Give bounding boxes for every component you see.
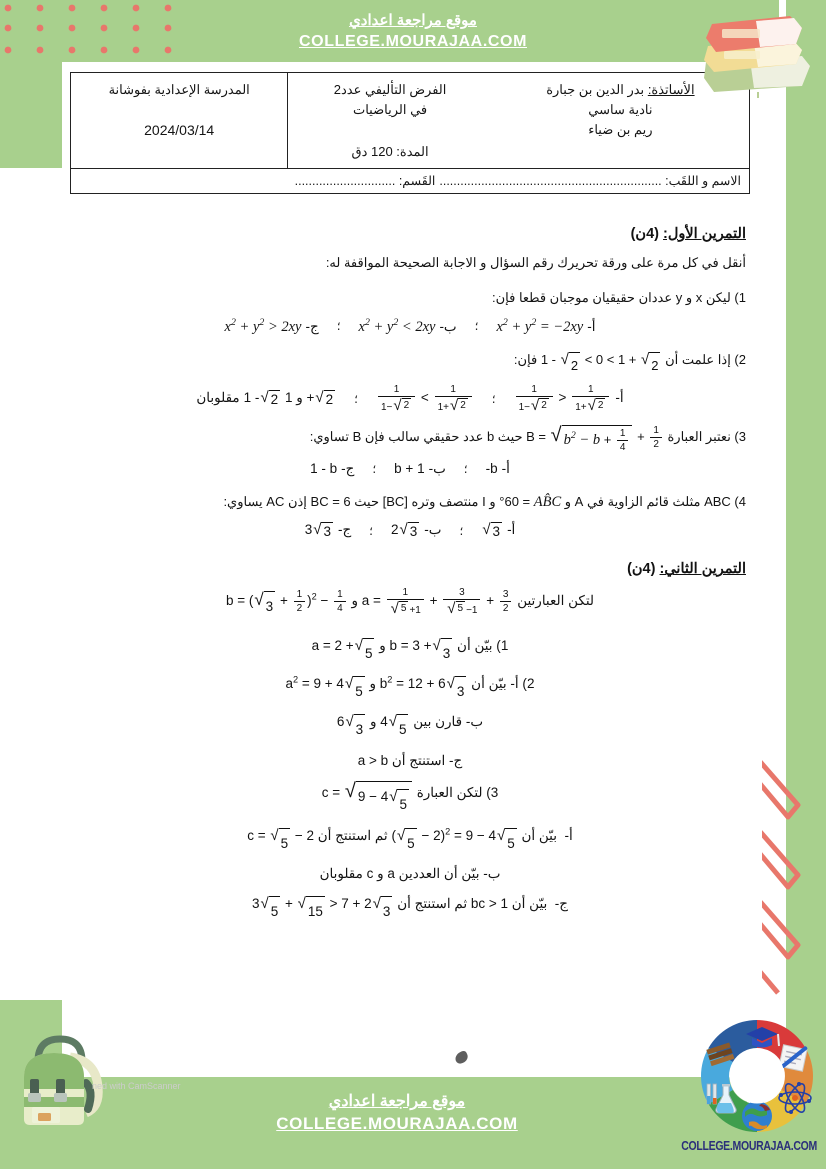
q2-condition: 1 - √ 2 < 0 < 1 + √ 2 <box>541 348 662 379</box>
header-cell-exam-title <box>287 73 491 168</box>
choice-c[interactable]: ج- 1 - b <box>310 460 355 476</box>
choice-a[interactable]: أ- √ 3 <box>482 521 516 540</box>
exercise-1-question-4: 4) ABC مثلث قائم الزاوية في A و AB̂C = 60° و I منتصف وتره [BC] حيث BC = 6 إذن AC يساوي: <box>223 493 746 510</box>
exam-content <box>70 210 750 927</box>
decor-dot-grid-icon <box>0 0 200 62</box>
choice-b[interactable]: ب- $x^2 + y^2 < 2xy$ <box>358 316 457 335</box>
exercise-2-title <box>70 561 746 577</box>
teacher-name-2: نادية ساسي <box>588 102 653 118</box>
choice-a[interactable]: أ- $x^2 + y^2 = -2xy$ <box>496 316 596 335</box>
exercise-2-intro: لتكن العبارتين a = 1 √ 5 +1 + 3 √ 5 −1 + $\frac{3}{2}$ و b = ( √ 3 + $\frac{1}{2}$ )$^2$ − $\frac{1}{4}$ <box>70 587 750 621</box>
exercise-1-question-4-choices <box>70 522 750 539</box>
choice-separator: ؛ <box>369 523 373 538</box>
exercise-2-question-2c: ج- استنتج أن a > b <box>357 752 463 768</box>
exam-paper-sheet <box>62 62 762 1102</box>
choice-c-tag: ج- <box>305 318 319 334</box>
exercise-1-question-3: 3) نعتبر العبارة B = √ $b^2 - b$ + $\frac{1}{4}$ + $\frac{1}{2}$ حيث b عدد حقيقي سالب فإن B تساوي: <box>309 424 746 453</box>
exercise-1-points: (4ن) <box>630 226 659 242</box>
student-class-field-label[interactable]: القَسم: ............................. <box>294 174 436 189</box>
exam-date: 2024/03/14 <box>144 122 215 139</box>
backpack-icon <box>8 1021 118 1133</box>
education-wheel-logo-icon <box>696 1015 818 1137</box>
choice-b[interactable]: ب- b + 1 <box>394 460 446 476</box>
choice-separator: ؛ <box>354 391 358 406</box>
exercise-1-instruction: أنقل في كل مرة على ورقة تحريرك رقم السؤال و الاجابة الصحيحة المواقفة له: <box>325 255 746 270</box>
choice-a-tag: أ- <box>587 318 596 334</box>
teacher-name-1: بدر الدين بن جبارة <box>546 82 645 97</box>
teacher-name-3: ريم بن ضياء <box>588 122 653 138</box>
choice-b[interactable]: ب- 2 √ 3 <box>391 521 442 540</box>
student-identity-row <box>71 168 749 193</box>
student-name-field-label[interactable]: الاسم و اللقَب: ................................................................ <box>439 174 741 189</box>
exam-header-table-row <box>71 73 749 168</box>
choice-separator: ؛ <box>463 461 468 476</box>
exercise-2-question-2a: 2) أ- بيّن أن $b^2 = 12 + 6$ √ 3 و $a^2 = 9 + 4$ √ 5 <box>70 670 750 706</box>
exercise-1-title <box>70 226 746 242</box>
exercise-1-question-2 <box>70 348 746 379</box>
logo-caption-url: COLLEGE.MOURAJAA.COM <box>681 1138 817 1154</box>
choice-b-tag: ب- <box>439 318 457 334</box>
exercise-1-question-1: 1) ليكن x و y عددان حقيقيان موجبان قطعا فإن: <box>492 290 746 306</box>
exam-title-line2: في الرياضيات <box>352 102 428 118</box>
exercise-1-question-2-choices <box>70 384 750 413</box>
exercise-2-intro-expression: a = 1 √ 5 +1 + 3 √ 5 −1 + $\frac{3}{2}$ <box>362 587 514 616</box>
header-cell-school <box>71 73 287 168</box>
school-name: المدرسة الإعدادية بفوشانة <box>108 82 250 97</box>
exercise-2-title-text: التمرين الثاني: <box>659 561 746 578</box>
exercise-2-points: (4ن) <box>627 561 656 578</box>
teachers-label: الأساتذة: <box>647 82 695 97</box>
choice-c[interactable]: ج- 3 √ 3 <box>304 521 352 540</box>
choice-b[interactable]: 1 1− √ 2 < 1 1+ √ 2 <box>376 384 474 413</box>
exercise-2-intro-label: لتكن العبارتين <box>517 593 595 609</box>
banner-url: COLLEGE.MOURAJAA.COM <box>299 32 527 50</box>
footer-url: COLLEGE.MOURAJAA.COM <box>276 1113 518 1133</box>
exercise-1-question-1-choices <box>70 317 750 336</box>
footer-arabic-title: موقع مراجعة اعدادي <box>328 1093 466 1111</box>
exercise-2-question-3c: ج- بيّن أن bc > 1 ثم استنتج أن 3 √ 5 + √ 15 > 7 + 2 √ 3 <box>70 890 750 926</box>
exam-header-table <box>70 72 750 194</box>
choice-a-tag: أ- <box>615 390 624 406</box>
q2-text-post: فإن: <box>513 351 538 367</box>
choice-separator: ؛ <box>491 391 496 406</box>
exercise-2-question-3: 3) لتكن العبارة c = √ 9 − 4 √ 5 <box>70 779 750 819</box>
exercise-2-question-2b: ب- قارن بين 4 √ 5 و 6 √ 3 <box>70 708 750 744</box>
q2-text-pre: 2) إذا علمت أن <box>665 351 746 367</box>
exercise-2-question-1: 1) بيّن أن b = 3 + √ 3 و a = 2 + √ 5 <box>70 632 750 668</box>
choice-c[interactable]: 1 - √ 2 و 1 + √ 2 مقلوبان <box>196 389 334 408</box>
decor-green-block-topleft-2 <box>0 64 62 168</box>
exam-duration: المدة: 120 دق <box>351 144 429 160</box>
choice-separator: ؛ <box>474 319 479 334</box>
banner-arabic-title: موقع مراجعة اعدادي <box>349 12 477 30</box>
choice-a[interactable]: أ- -b <box>485 460 510 476</box>
exercise-2-question-3a: أ- بيّن أن ( √ 5 − 2)$^2$ = 9 − 4 √ 5 ثم استنتج أن c = √ 5 − 2 <box>70 822 750 858</box>
choice-a[interactable]: أ- 1 1− √ 2 > 1 1+ √ 2 <box>514 384 624 413</box>
exercise-1-title-text: التمرين الأول: <box>663 226 746 242</box>
camscanner-watermark: ned with CamScanner <box>92 1081 181 1091</box>
choice-c[interactable]: ج- $x^2 + y^2 > 2xy$ <box>224 316 319 335</box>
stacked-books-icon <box>698 2 818 98</box>
exercise-1-question-3-choices <box>70 461 750 477</box>
choice-separator: ؛ <box>336 319 341 334</box>
exercise-2-question-3b: ب- بيّن أن العددين a و c مقلوبان <box>319 865 501 881</box>
exam-title-line1: الفرض التأليفي عدد2 <box>333 82 447 97</box>
choice-separator: ؛ <box>459 523 464 538</box>
choice-separator: ؛ <box>372 461 377 476</box>
